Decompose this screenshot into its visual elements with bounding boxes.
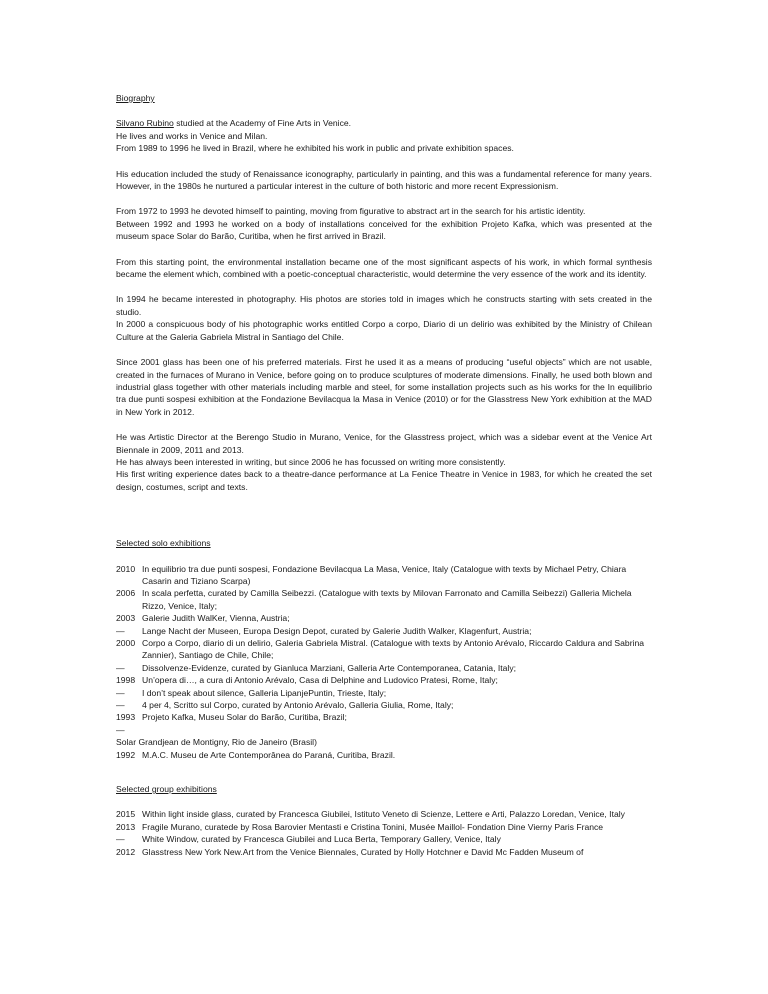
list-item [116,674,652,686]
bio-paragraph-4 [116,293,652,343]
list-item [116,687,652,699]
list-item [116,625,652,637]
bio-line: His first writing experience dates back to a theatre-dance performance at La Fenice Theatre in Venice in 1983, for which he created the set design, costumes, script and texts. [116,469,652,492]
list-item [116,637,652,662]
bio-line: He has always been interested in writing, but since 2006 he has focussed on writing more consistently. [116,456,506,467]
bio-line: In 2000 a conspicuous body of his photographic works entitled Corpo a corpo, Diario di un delirio was exhibited by the Ministry of Chilean Culture at the Galeria Gabriela Mistral in Santiago del Chile. [116,319,652,342]
list-item [116,699,652,711]
biography-intro [116,117,652,154]
entry-year: 1992 [116,749,136,760]
entry-text: In scala perfetta, curated by Camilla Seibezzi. (Catalogue with texts by Milovan Farronato and Camilla Seibezzi) Galleria Michela Rizzo, Venice, Italy; [142,588,632,611]
bio-paragraph-6 [116,431,652,493]
solo-exhibitions-heading: Selected solo exhibitions [116,538,211,549]
intro-line-2: He lives and works in Venice and Milan. [116,130,268,141]
list-item [116,587,652,612]
list-item [116,612,652,624]
entry-year: 1998 [116,675,136,686]
list-item [116,846,652,858]
group-exhibitions-list [116,808,652,858]
entry-year: 1993 [116,712,136,723]
bio-paragraph-5 [116,356,652,418]
bio-line: Between 1992 and 1993 he worked on a body of installations conceived for the exhibition Projeto Kafka, which was presented at the museum space Solar do Barão, Curitiba, when he first arrived in Brazil. [116,218,652,242]
entry-text: 4 per 4, Scritto sul Corpo, curated by Antonio Arévalo, Galleria Giulia, Rome, Italy; [142,700,454,711]
entry-year: 2003 [116,613,136,624]
entry-text: Dissolvenze-Evidenze, curated by Gianluca Marziani, Galleria Arte Contemporanea, Catania, Italy; [142,662,517,673]
entry-year: 2006 [116,588,136,599]
entry-text: Lange Nacht der Museen, Europa Design Depot, curated by Galerie Judith Walker, Klagenfurt, Austria; [142,625,532,636]
entry-year: 2015 [116,809,136,820]
entry-text: In equilibrio tra due punti sospesi, Fondazione Bevilacqua La Masa, Venice, Italy (Catalogue with texts by Michael Petry, Chiara Casarin and Tiziano Scarpa) [142,563,627,586]
entry-year: 2010 [116,563,136,574]
intro-rest: studied at the Academy of Fine Arts in Venice. [173,118,352,129]
entry-text: White Window, curated by Francesca Giubilei and Luca Berta, Temporary Gallery, Venice, Italy [142,834,501,845]
entry-year: — [116,662,125,673]
list-item [116,563,652,588]
dash-line: — [116,724,125,735]
entry-text: Within light inside glass, curated by Francesca Giubilei, Istituto Veneto di Scienze, Lettere e Arti, Palazzo Loredan, Venice, Italy [142,809,625,820]
list-item [116,808,652,820]
bio-paragraph-3 [116,256,652,281]
solo-exhibitions-list [116,563,652,762]
entry-text: Glasstress New York New.Art from the Venice Biennales, Curated by Holly Hotchner e David Mc Fadden Museum of [142,846,584,857]
entry-year: — [116,625,125,636]
entry-text: M.A.C. Museu de Arte Contemporânea do Paraná, Curitiba, Brazil. [142,749,396,760]
bio-line: From 1972 to 1993 he devoted himself to painting, moving from figurative to abstract art in the search for his artistic identity. [116,206,586,217]
list-item [116,749,652,761]
bio-paragraph-1 [116,168,652,193]
entry-text: Un’opera di…, a cura di Antonio Arévalo, Casa di Delphine and Ludovico Pratesi, Rome, Italy; [142,675,498,686]
plain-line: Solar Grandjean de Montigny, Rio de Janeiro (Brasil) [116,737,317,748]
entry-year: 2013 [116,821,136,832]
bio-paragraph-2 [116,205,652,242]
group-exhibitions-heading: Selected group exhibitions [116,784,217,795]
bio-line: He was Artistic Director at the Berengo Studio in Murano, Venice, for the Glasstress project, which was a sidebar event at the Venice Art Biennale in 2009, 2011 and 2013. [116,432,652,455]
entry-year: — [116,834,125,845]
entry-year: — [116,700,125,711]
bio-line: From this starting point, the environmental installation became one of the most significant aspects of his work, in which formal synthesis became the element which, combined with a poetic-conceptual characteristic, would determine the very essence of the work and its identity. [116,256,652,280]
entry-text: I don’t speak about silence, Galleria LipanjePuntin, Trieste, Italy; [142,687,387,698]
entry-text: Fragile Murano, curatede by Rosa Barovier Mentasti e Cristina Tonini, Musée Maillol- Fondation Dine Vierny Paris France [142,821,604,832]
document-page [116,92,652,858]
artist-name: Silvano Rubino [116,118,174,129]
bio-line: Since 2001 glass has been one of his preferred materials. First he used it as a means of producing “useful objects” which are not usable, created in the furnaces of Murano in Venice, before going on to produce sculptures of moderate dimensions. Finally, he used both blown and industrial glass together with other materials including marble and steel, for some installation projects such as his works for the In equilibrio tra due punti sospesi exhibition at the Fondazione Bevilacqua la Masa in Venice (2010) or for the Glasstress New York exhibition at the MAD in New York in 2012. [116,357,652,417]
entry-year: 2012 [116,846,136,857]
list-item [116,833,652,845]
entry-text: Projeto Kafka, Museu Solar do Barão, Curitiba, Brazil; [142,712,347,723]
bio-line: In 1994 he became interested in photography. His photos are stories told in images which he constructs starting with sets created in the studio. [116,294,652,317]
entry-year: 2000 [116,638,136,648]
solo-exhibitions-section [116,537,652,761]
entry-text: Corpo a Corpo, diario di un delirio, Galeria Gabriela Mistral. (Catalogue with texts by Antonio Arévalo, Riccardo Caldura and Sabrina Zannier), Santiago de Chile, Chile; [142,638,645,661]
entry-text: Galerie Judith WalKer, Vienna, Austria; [142,613,290,624]
intro-line-3: From 1989 to 1996 he lived in Brazil, where he exhibited his work in public and private exhibition spaces. [116,143,514,154]
group-exhibitions-section [116,783,652,858]
list-item [116,821,652,833]
list-item [116,662,652,674]
list-item [116,711,652,723]
bio-line: His education included the study of Renaissance iconography, particularly in painting, and this was a fundamental reference for many years. However, in the 1980s he nurtured a particular interest in the culture of both historic and more recent Expressionism. [116,168,652,192]
intro-line-1 [116,117,652,129]
biography-heading: Biography [116,93,155,103]
entry-year: — [116,687,125,698]
